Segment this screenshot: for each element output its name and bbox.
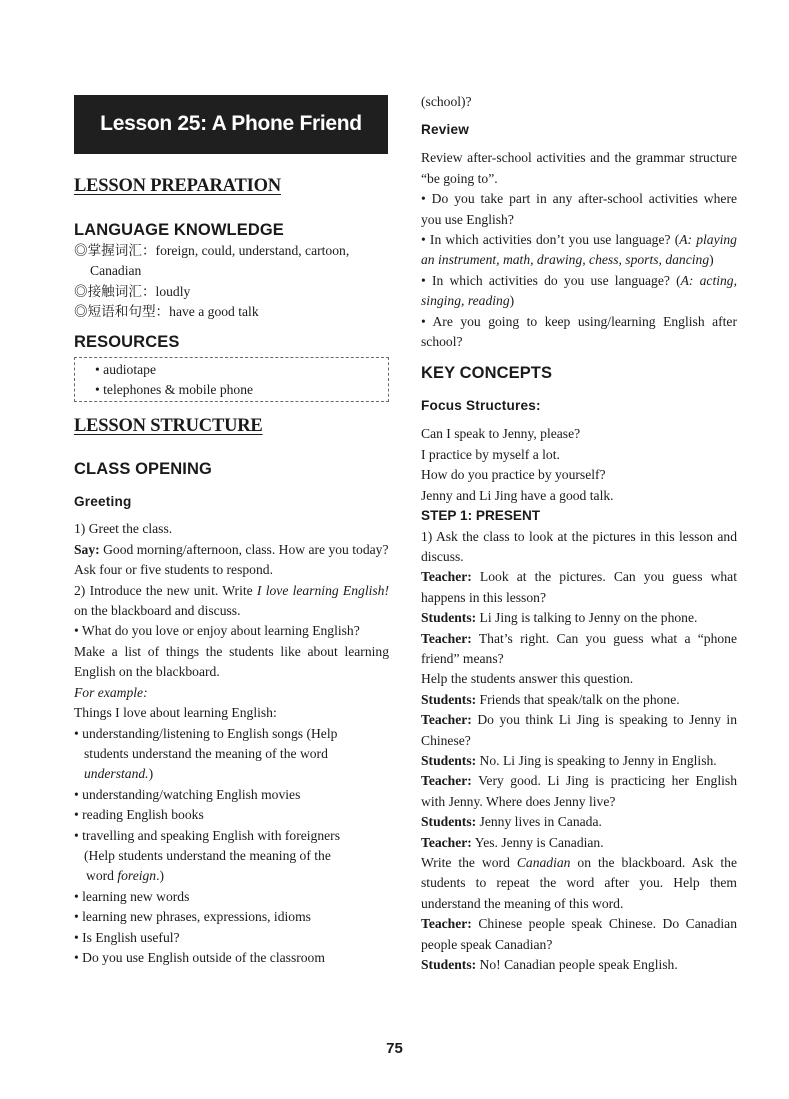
- italic-word: understand.: [84, 766, 149, 782]
- focus-line: Jenny and Li Jing have a good talk.: [421, 487, 614, 503]
- text: • In which activities don’t you use language? (: [421, 232, 680, 248]
- intro-text: 2) Introduce the new unit. Write: [74, 582, 257, 598]
- students-label: Students:: [421, 752, 477, 768]
- list-item: • Do you use English outside of the classroom: [74, 949, 325, 965]
- dialogue-line: [421, 833, 737, 853]
- students-label: Students:: [421, 691, 477, 707]
- list-item: • understanding/listening to English songs (Help: [74, 725, 338, 741]
- lesson-structure-heading: LESSON STRUCTURE: [74, 416, 263, 437]
- list-item: • learning new phrases, expressions, idioms: [74, 909, 311, 925]
- resource-item: • audiotape: [95, 361, 156, 377]
- italic-word: foreign: [117, 868, 157, 884]
- answer-italic: A: playing an instrument, math, drawing, chess, sports, dancing: [421, 232, 737, 268]
- vocab-line: ◎短语和句型：have a good talk: [74, 304, 259, 320]
- key-concepts-heading: KEY CONCEPTS: [421, 364, 553, 383]
- dialogue-line: [421, 710, 737, 751]
- vocab-line: Canadian: [90, 263, 142, 279]
- lesson-preparation-heading: LESSON PREPARATION: [74, 176, 281, 196]
- teacher-label: Teacher:: [421, 630, 472, 646]
- teacher-label: Teacher:: [421, 834, 472, 850]
- dialogue-text: Do you think Li Jing is speaking to Jenny in Chinese?: [421, 712, 737, 748]
- students-label: Students:: [421, 610, 477, 626]
- say-text: Good morning/afternoon, class. How are you today?: [99, 541, 389, 557]
- dialogue-line: [421, 690, 737, 710]
- list-item-cont: [74, 764, 389, 784]
- teacher-label: Teacher:: [421, 773, 472, 789]
- dialogue-line: [421, 914, 737, 955]
- text: on the blackboard. Ask the students to repeat the word after you. Help them understand the meaning of this word.: [421, 855, 737, 911]
- lesson-title-box: [74, 95, 388, 154]
- list-item: • Is English useful?: [74, 929, 180, 945]
- say-label: Say:: [74, 541, 100, 557]
- left-column: [74, 95, 389, 968]
- dialogue-line: [421, 567, 737, 608]
- question-love: • What do you love or enjoy about learning English?: [74, 623, 360, 639]
- text: Write the word: [421, 855, 517, 870]
- text: ): [509, 293, 515, 309]
- list-item-cont: (Help students understand the meaning of the: [84, 847, 331, 863]
- page-number: 75: [386, 1040, 403, 1057]
- students-label: Students:: [421, 814, 477, 830]
- ask-line: Ask four or five students to respond.: [74, 562, 273, 578]
- for-example: For example:: [74, 684, 148, 700]
- dialogue-text: Li Jing is talking to Jenny on the phone.: [476, 610, 698, 626]
- vocab-line: ◎接触词汇：loudly: [74, 283, 191, 299]
- lesson-title: Lesson 25: A Phone Friend: [100, 112, 362, 136]
- resources-box: [74, 357, 389, 403]
- text: word: [86, 868, 118, 884]
- review-heading: Review: [421, 122, 470, 138]
- resource-item: • telephones & mobile phone: [95, 382, 254, 398]
- language-knowledge-heading: LANGUAGE KNOWLEDGE: [74, 221, 284, 239]
- dialogue-line: [421, 751, 737, 771]
- greeting-heading: Greeting: [74, 494, 132, 510]
- focus-structures-heading: Focus Structures:: [421, 398, 541, 414]
- review-text: Review after-school activities and the grammar structure “be going to”.: [421, 150, 737, 186]
- review-question: [421, 230, 737, 271]
- teacher-label: Teacher:: [421, 569, 472, 585]
- review-question: • Do you take part in any after-school activities where you use English?: [421, 191, 737, 227]
- dialogue-line: [421, 955, 737, 975]
- dialogue-line: [421, 812, 737, 832]
- help-line: Help the students answer this question.: [421, 671, 634, 687]
- paren: ): [148, 766, 154, 782]
- focus-line: How do you practice by yourself?: [421, 467, 606, 483]
- intro-italic: I love learning English!: [256, 582, 389, 598]
- say-paragraph: [74, 540, 389, 560]
- teacher-label: Teacher:: [421, 916, 472, 932]
- resources-heading: RESOURCES: [74, 332, 180, 351]
- teacher-label: Teacher:: [421, 712, 472, 728]
- dialogue-text: Friends that speak/talk on the phone.: [476, 691, 680, 707]
- step1-heading: STEP 1: PRESENT: [421, 508, 541, 524]
- intro-text-end: on the blackboard and discuss.: [74, 603, 241, 619]
- text: .): [156, 868, 165, 884]
- dialogue-line: [421, 608, 737, 628]
- make-list: Make a list of things the students like about learning English on the blackboard.: [74, 643, 389, 680]
- list-item: • travelling and speaking English with foreigners: [74, 827, 341, 843]
- dialogue-line: [421, 629, 737, 670]
- step-text: 1) Ask the class to look at the pictures in this lesson and discuss.: [421, 528, 737, 564]
- dialogue-text: Yes. Jenny is Canadian.: [471, 834, 604, 850]
- right-column: [421, 92, 737, 975]
- dialogue-text: Jenny lives in Canada.: [476, 814, 602, 830]
- dialogue-text: That’s right. Can you guess what a “phone friend” means?: [421, 630, 737, 666]
- text: ): [709, 252, 714, 268]
- dialogue-text: Chinese people speak Chinese. Do Canadian people speak Canadian?: [421, 916, 737, 952]
- list-item: • learning new words: [74, 888, 190, 904]
- intro-paragraph: [74, 581, 389, 622]
- review-question: • Are you going to keep using/learning English after school?: [421, 313, 737, 350]
- class-opening-heading: CLASS OPENING: [74, 460, 212, 479]
- write-instruction: [421, 853, 737, 914]
- dialogue-text: Look at the pictures. Can you guess what happens in this lesson?: [421, 569, 737, 605]
- dialogue-text: No! Canadian people speak English.: [476, 957, 678, 973]
- dialogue-text: No. Li Jing is speaking to Jenny in English.: [476, 752, 717, 768]
- list-item-cont: [74, 866, 389, 886]
- answer-italic: A: acting, singing, reading: [421, 272, 738, 309]
- dialogue-line: [421, 771, 737, 812]
- list-item: • reading English books: [74, 807, 204, 823]
- focus-line: I practice by myself a lot.: [421, 446, 560, 462]
- students-label: Students:: [421, 957, 477, 973]
- dialogue-text: Very good. Li Jing is practicing her English with Jenny. Where does Jenny live?: [421, 773, 737, 809]
- list-item: • understanding/watching English movies: [74, 786, 301, 802]
- things-heading: Things I love about learning English:: [74, 705, 277, 721]
- text: • In which activities do you use language? (: [421, 272, 681, 288]
- italic-word: Canadian: [516, 855, 571, 870]
- school-line: (school)?: [421, 94, 472, 109]
- list-item-cont: students understand the meaning of the word: [84, 745, 328, 761]
- focus-line: Can I speak to Jenny, please?: [421, 426, 581, 442]
- greet-step: 1) Greet the class.: [74, 521, 173, 537]
- review-question: [421, 271, 737, 312]
- vocab-line: ◎掌握词汇：foreign, could, understand, cartoon,: [74, 243, 350, 258]
